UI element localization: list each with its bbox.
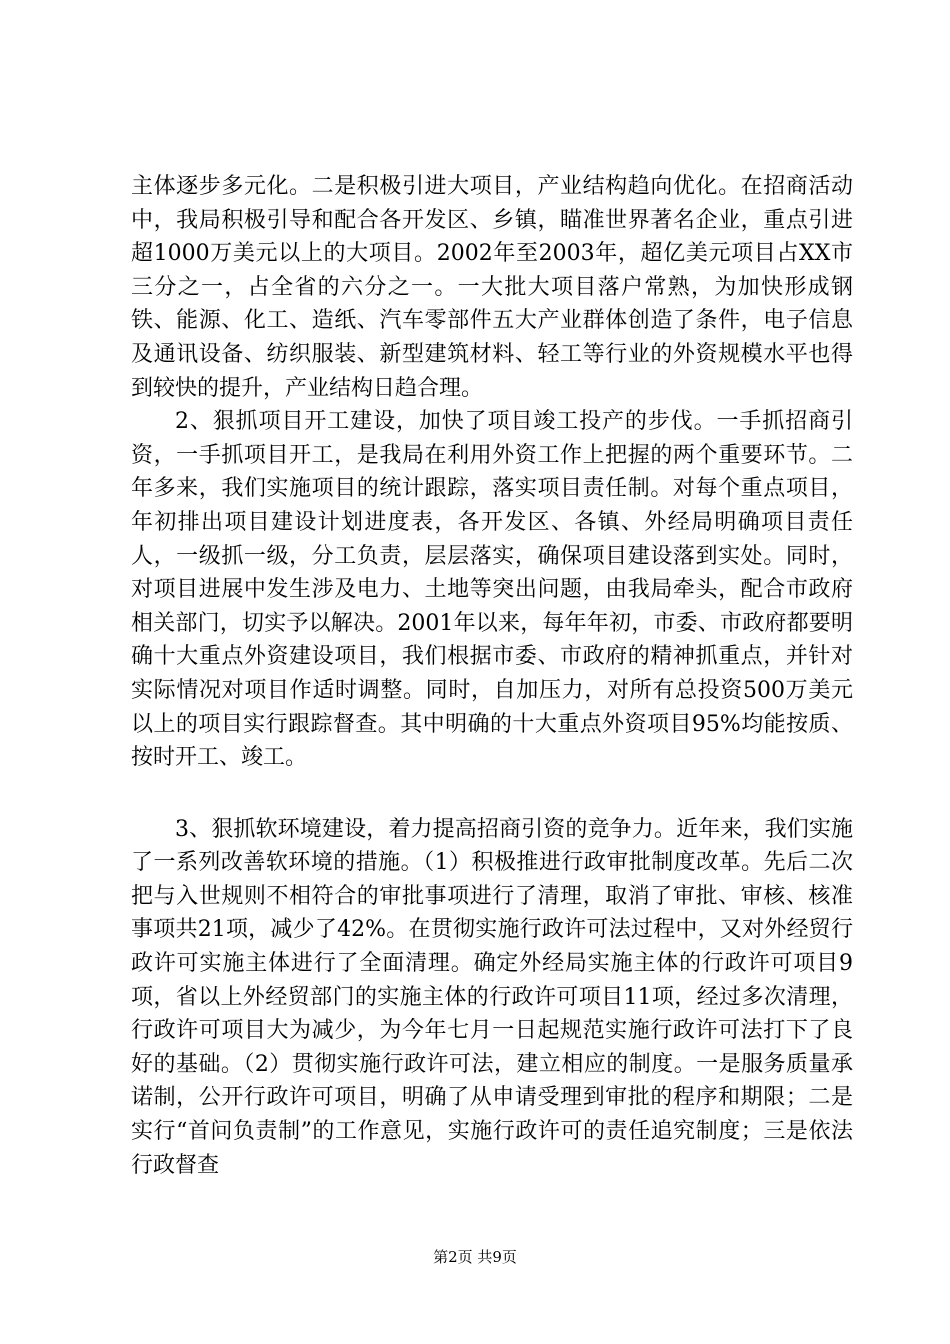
paragraph-1: 主体逐步多元化。二是积极引进大项目，产业结构趋向优化。在招商活动中，我局积极引导和配合各开发区、乡镇，瞄准世界著名企业，重点引进超1000万美元以上的大项目。2002年至2003年，超亿美元项目占XX市三分之一，占全省的六分之一。一大批大项目落户常熟，为加快形成钢铁、能源、化工、造纸、汽车零部件五大产业群体创造了条件，电子信息及通讯设备、纺织服装、新型建筑材料、轻工等行业的外资规模水平也得到较快的提升，产业结构日趋合理。 [131, 174, 853, 401]
paragraph-3: 3、狠抓软环境建设，着力提高招商引资的竞争力。近年来，我们实施了一系列改善软环境的措施。（1）积极推进行政审批制度改革。先后二次把与入世规则不相符合的审批事项进行了清理，取消了审批、审核、核准事项共21项，减少了42%。在贯彻实施行政许可法过程中，又对外经贸行政许可实施主体进行了全面清理。确定外经局实施主体的行政许可项目9项，省以上外经贸部门的实施主体的行政许可项目11项，经过多次清理，行政许可项目大为减少，为今年七月一日起规范实施行政许可法打下了良好的基础。（2）贯彻实施行政许可法，建立相应的制度。一是服务质量承诺制，公开行政许可项目，明确了从申请受理到审批的程序和期限；二是实行“首问负责制”的工作意见，实施行政许可的责任追究制度；三是依法行政督查 [131, 816, 853, 1178]
paragraph-gap [131, 775, 853, 813]
page-footer: 第2页 共9页 [433, 1248, 517, 1266]
paragraph-2: 2、狠抓项目开工建设，加快了项目竣工投产的步伐。一手抓招商引资，一手抓项目开工，是我局在利用外资工作上把握的两个重要环节。二年多来，我们实施项目的统计跟踪，落实项目责任制。对每个重点项目，年初排出项目建设计划进度表，各开发区、各镇、外经局明确项目责任人，一级抓一级，分工负责，层层落实，确保项目建设落到实处。同时，对项目进展中发生涉及电力、土地等突出问题，由我局牵头，配合市政府相关部门，切实予以解决。2001年以来，每年年初，市委、市政府都要明确十大重点外资建设项目，我们根据市委、市政府的精神抓重点，并针对实际情况对项目作适时调整。同时，自加压力，对所有总投资500万美元以上的项目实行跟踪督查。其中明确的十大重点外资项目95%均能按质、按时开工、竣工。 [131, 409, 853, 771]
document-body [131, 170, 853, 1182]
